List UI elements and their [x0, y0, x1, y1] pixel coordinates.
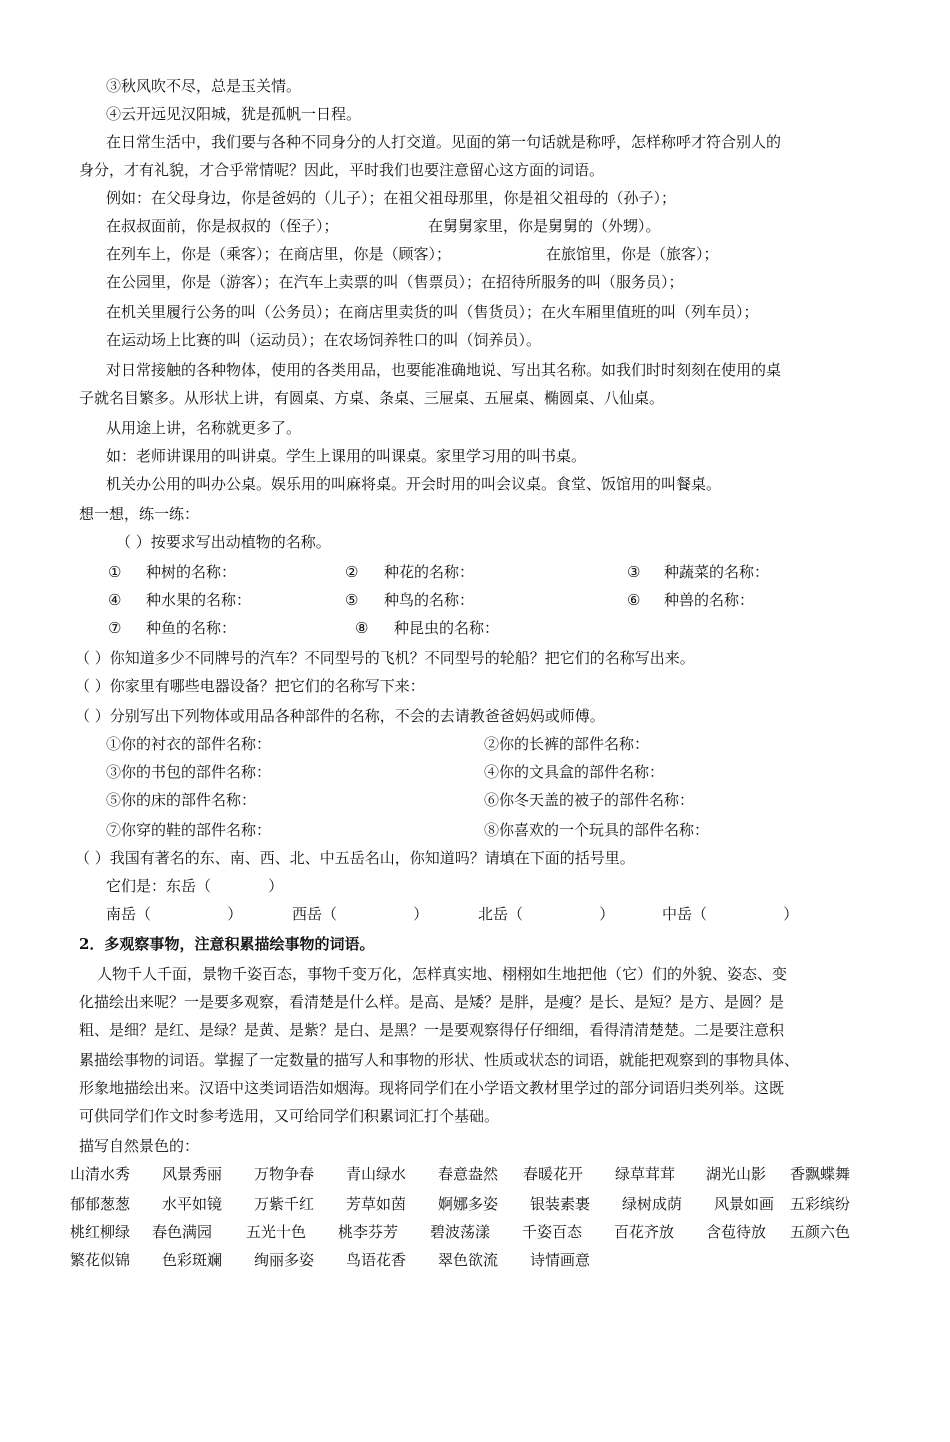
name-item-label: 种鱼的名称： [146, 619, 237, 637]
word-item: 万物争春 [254, 1165, 315, 1183]
word-item: 绚丽多姿 [254, 1251, 315, 1269]
section-2-paragraph-line: 粗、是细？是红、是绿？是黄、是紫？是白、是黑？一是要观察得仔仔细细，看得清清楚楚。二是要注意积 [79, 1021, 785, 1039]
word-item: 含苞待放 [706, 1223, 767, 1241]
word-item: 风景如画 [714, 1195, 775, 1213]
word-item: 春意盎然 [438, 1165, 499, 1183]
poem-line-4: ④云开远见汉阳城，犹是孤帆一日程。 [106, 105, 362, 123]
word-item: 绿树成荫 [622, 1195, 683, 1213]
part-item: ①你的衬衣的部件名称： [106, 735, 272, 753]
word-category-heading: 描写自然景色的： [79, 1137, 200, 1155]
tables-paragraph-line: 如：老师讲课用的叫讲桌。学生上课用的叫课桌。家里学习用的叫书桌。 [106, 447, 587, 465]
section-2-paragraph-line: 累描绘事物的词语。掌握了一定数量的描写人和事物的形状、性质或状态的词语，就能把观察到的事物具体、 [79, 1051, 800, 1069]
mountain-west: 西岳（ ） [292, 905, 429, 923]
word-item: 五光十色 [246, 1223, 307, 1241]
exercise-question: （ ）你知道多少不同牌号的汽车？不同型号的飞机？不同型号的轮船？把它们的名称写出来。 [75, 649, 695, 667]
mountain-middle: 中岳（ ） [662, 905, 799, 923]
name-item-number: ④ [108, 591, 122, 609]
name-item-label: 种蔬菜的名称： [664, 563, 770, 581]
exercise-question: （ ）我国有著名的东、南、西、北、中五岳名山，你知道吗？请填在下面的括号里。 [75, 849, 635, 867]
example-segment: 在旅馆里，你是（旅客）； [546, 245, 719, 263]
word-item: 翠色欲流 [438, 1251, 499, 1269]
part-item: ⑥你冬天盖的被子的部件名称： [484, 791, 695, 809]
word-item: 山清水秀 [70, 1165, 131, 1183]
tables-paragraph-line: 对日常接触的各种物体，使用的各类用品，也要能准确地说、写出其名称。如我们时时刻刻在使用的桌 [106, 361, 782, 379]
word-item: 碧波荡漾 [430, 1223, 491, 1241]
word-item: 绿草茸茸 [615, 1165, 676, 1183]
section-2-paragraph-line: 形象地描绘出来。汉语中这类词语浩如烟海。现将同学们在小学语文教材里学过的部分词语归类列举。这既 [79, 1079, 785, 1097]
name-item-number: ⑥ [627, 591, 641, 609]
part-item: ⑧你喜欢的一个玩具的部件名称： [484, 821, 710, 839]
example-segment: 在舅舅家里，你是舅舅的（外甥）。 [428, 217, 661, 235]
part-item: ③你的书包的部件名称： [106, 763, 272, 781]
tables-paragraph-line: 从用途上讲，名称就更多了。 [106, 419, 302, 437]
word-item: 婀娜多姿 [438, 1195, 499, 1213]
word-item: 湖光山影 [706, 1165, 767, 1183]
intro-paragraph-line: 身分，才有礼貌，才合乎常情呢？因此，平时我们也要注意留心这方面的词语。 [79, 161, 605, 179]
example-line: 例如：在父母身边，你是爸妈的（儿子）；在祖父祖母那里，你是祖父祖母的（孙子）； [106, 189, 677, 207]
poem-line-3: ③秋风吹不尽，总是玉关情。 [106, 77, 302, 95]
part-item: ⑤你的床的部件名称： [106, 791, 257, 809]
mountain-east: 它们是：东岳（ ） [106, 877, 284, 895]
word-item: 香飘蝶舞 [790, 1165, 851, 1183]
word-item: 芳草如茵 [346, 1195, 407, 1213]
word-item: 郁郁葱葱 [70, 1195, 131, 1213]
word-item: 万紫千红 [254, 1195, 315, 1213]
part-item: ④你的文具盒的部件名称： [484, 763, 665, 781]
mountain-south: 南岳（ ） [106, 905, 243, 923]
word-item: 五颜六色 [790, 1223, 851, 1241]
section-2-title: 2．多观察事物，注意积累描绘事物的词语。 [79, 935, 375, 953]
name-item-number: ⑧ [355, 619, 369, 637]
tables-paragraph-line: 机关办公用的叫办公桌。娱乐用的叫麻将桌。开会时用的叫会议桌。食堂、饭馆用的叫餐桌。 [106, 475, 722, 493]
word-item: 银装素裹 [530, 1195, 591, 1213]
name-item-number: ③ [627, 563, 641, 581]
example-line: 在公园里，你是（游客）；在汽车上卖票的叫（售票员）；在招待所服务的叫（服务员）； [106, 273, 684, 291]
word-item: 千姿百态 [522, 1223, 583, 1241]
word-row [0, 1250, 591, 1410]
word-item: 色彩斑斓 [162, 1251, 223, 1269]
name-item-number: ① [108, 563, 122, 581]
exercise-question: （ ）分别写出下列物体或用品各种部件的名称，不会的去请教爸爸妈妈或师傅。 [75, 707, 605, 725]
name-item-number: ⑦ [108, 619, 122, 637]
word-item: 桃李芬芳 [338, 1223, 399, 1241]
name-item-label: 种树的名称： [146, 563, 237, 581]
word-item: 青山绿水 [346, 1165, 407, 1183]
word-item: 春暖花开 [523, 1165, 584, 1183]
word-item: 水平如镜 [162, 1195, 223, 1213]
word-item: 繁花似锦 [70, 1251, 131, 1269]
name-item-label: 种鸟的名称： [384, 591, 475, 609]
intro-paragraph-line: 在日常生活中，我们要与各种不同身分的人打交道。见面的第一句话就是称呼，怎样称呼才符合别人的 [106, 133, 782, 151]
example-segment: 在列车上，你是（乘客）；在商店里，你是（顾客）； [106, 245, 452, 263]
word-item: 诗情画意 [530, 1251, 591, 1269]
name-item-label: 种兽的名称： [664, 591, 755, 609]
name-item-label: 种花的名称： [384, 563, 475, 581]
section-2-paragraph-line: 人物千人千面，景物千姿百态，事物千变万化，怎样真实地、栩栩如生地把他（它）们的外貌、姿态、变 [97, 965, 788, 983]
word-item: 风景秀丽 [162, 1165, 223, 1183]
part-item: ②你的长裤的部件名称： [484, 735, 650, 753]
name-item-label: 种昆虫的名称： [394, 619, 500, 637]
word-item: 春色满园 [152, 1223, 213, 1241]
exercise-heading: 想一想，练一练： [79, 505, 200, 523]
name-item-number: ⑤ [345, 591, 359, 609]
exercise-question: （ ）你家里有哪些电器设备？把它们的名称写下来： [75, 677, 425, 695]
word-item: 鸟语花香 [346, 1251, 407, 1269]
word-item: 五彩缤纷 [790, 1195, 851, 1213]
section-2-paragraph-line: 可供同学们作文时参考选用，又可给同学们积累词汇打个基础。 [79, 1107, 500, 1125]
example-line: 在运动场上比赛的叫（运动员）；在农场饲养牲口的叫（饲养员）。 [106, 331, 542, 349]
word-item: 百花齐放 [614, 1223, 675, 1241]
word-item: 桃红柳绿 [70, 1223, 131, 1241]
mountain-north: 北岳（ ） [478, 905, 615, 923]
name-item-number: ② [345, 563, 359, 581]
section-2-paragraph-line: 化描绘出来呢？一是要多观察，看清楚是什么样。是高、是矮？是胖，是瘦？是长、是短？是方、是圆？是 [79, 993, 785, 1011]
example-line: 在机关里履行公务的叫（公务员）；在商店里卖货的叫（售货员）；在火车厢里值班的叫（列车员）； [106, 303, 759, 321]
name-item-label: 种水果的名称： [146, 591, 252, 609]
tables-paragraph-line: 子就名目繁多。从形状上讲，有圆桌、方桌、条桌、三屉桌、五屉桌、椭圆桌、八仙桌。 [79, 389, 665, 407]
part-item: ⑦你穿的鞋的部件名称： [106, 821, 272, 839]
example-segment: 在叔叔面前，你是叔叔的（侄子）； [106, 217, 339, 235]
exercise-question: （ ）按要求写出动植物的名称。 [116, 533, 331, 551]
